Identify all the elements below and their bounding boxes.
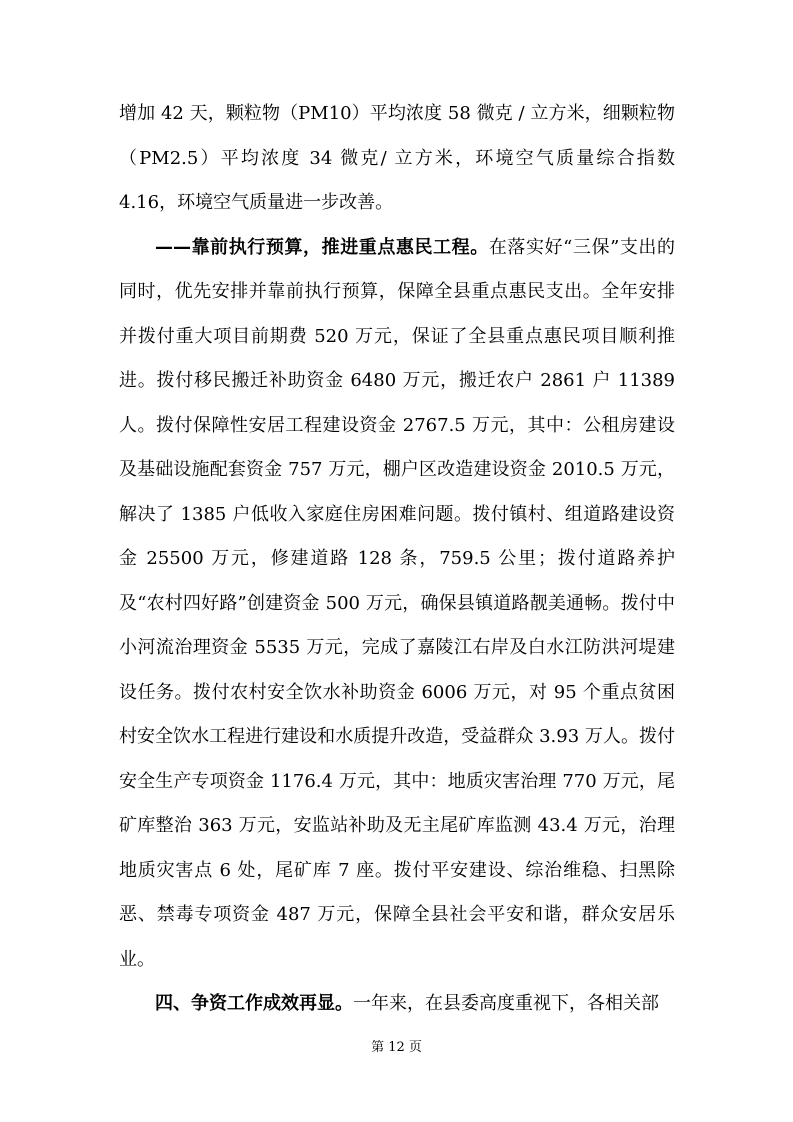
page-footer [0, 1036, 793, 1055]
paragraph-funding-section [119, 982, 675, 1027]
body-text [119, 92, 675, 1027]
paragraph-text: 在落实好“三保”支出的同时，优先安排并靠前执行预算，保障全县重点惠民支出。全年安排并拨付重大项目前期费 520 万元，保证了全县重点惠民项目顺利推进。拨付移民搬迁补助资金 6480 万元，搬迁农户 2861 户 11389 人。拨付保障性安居工程建设资金 2767.5 万元，其中：公租房建设及基础设施配套资金 757 万元，棚户区改造建设资金 2010.5 万元，解决了 1385 户低收入家庭住房困难问题。拨付镇村、组道路建设资金 25500 万元，修建道路 128 条，759.5 公里；拨付道路养护及“农村四好路”创建资金 500 万元，确保县镇道路靓美通畅。拨付中小河流治理资金 5535 万元，完成了嘉陵江右岸及白水江防洪河堤建设任务。拨付农村安全饮水补助资金 6006 万元，对 95 个重点贫困村安全饮水工程进行建设和水质提升改造，受益群众 3.93 万人。拨付安全生产专项资金 1176.4 万元，其中：地质灾害治理 770 万元，尾矿库整治 363 万元，安监站补助及无主尾矿库监测 43.4 万元，治理地质灾害点 6 处，尾矿库 7 座。拨付平安建设、综治维稳、扫黑除恶、禁毒专项资金 487 万元，保障全县社会平安和谐，群众安居乐业。 [119, 236, 676, 970]
paragraph-heading: ——靠前执行预算，推进重点惠民工程。 [155, 236, 489, 258]
paragraph-text: 一年来，在县委高度重视下，各相关部 [353, 993, 659, 1014]
paragraph-air-quality [119, 92, 675, 226]
paragraph-text: 增加 42 天，颗粒物（PM10）平均浓度 58 微克 / 立方米，细颗粒物（PM2.5）平均浓度 34 微克/ 立方米，环境空气质量综合指数 4.16，环境空气质量进一步改善。 [119, 103, 675, 213]
page-number: 第 12 页 [371, 1040, 422, 1055]
section-heading: 四、争资工作成效再显。 [155, 993, 353, 1014]
paragraph-budget-execution [119, 226, 675, 983]
